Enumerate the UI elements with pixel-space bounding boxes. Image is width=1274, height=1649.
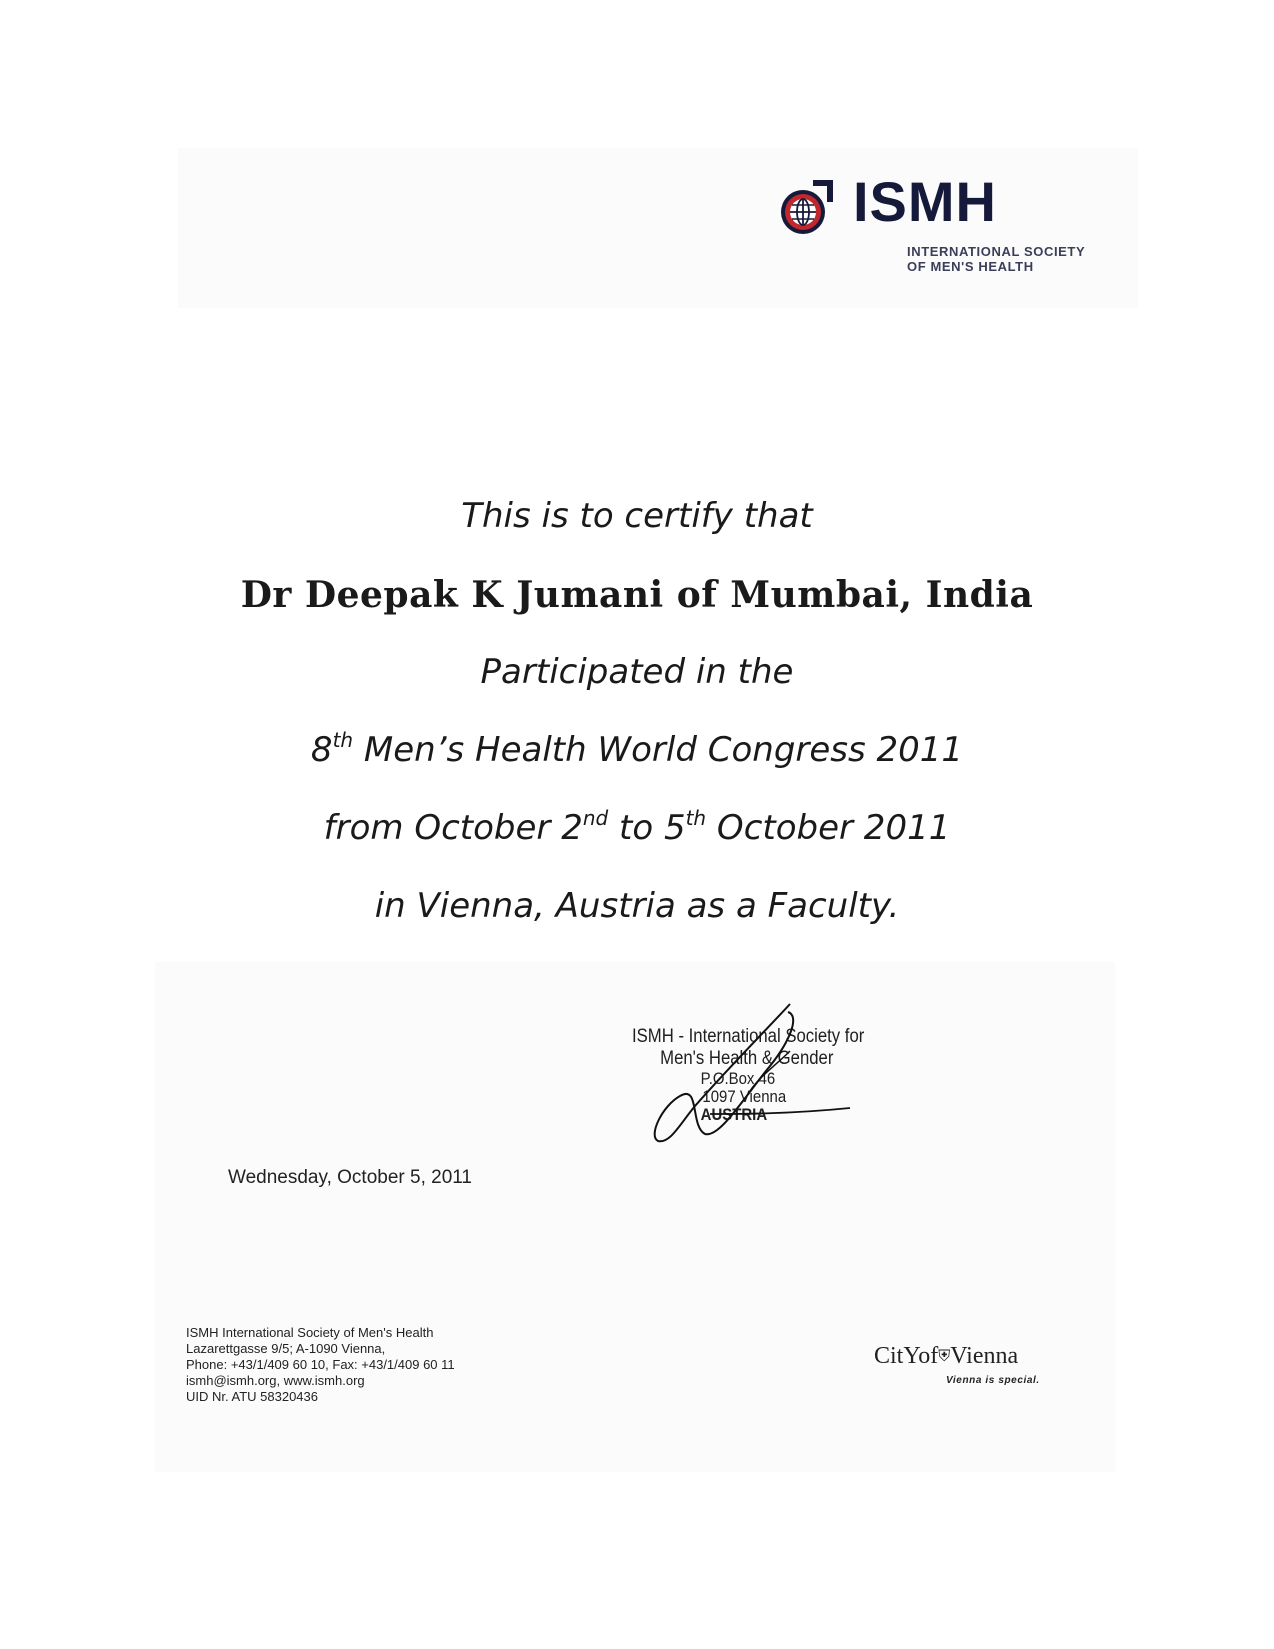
congress-line — [0, 730, 1274, 770]
certify-intro: This is to certify that — [461, 496, 813, 536]
address-line5: UID Nr. ATU 58320436 — [186, 1389, 318, 1404]
vienna-wordmark-right: Vienna — [950, 1343, 1019, 1369]
dates-sup-2: th — [685, 806, 707, 830]
dates-sup-1: nd — [582, 806, 609, 830]
logo-subtitle — [907, 244, 1085, 274]
footer-address — [186, 1325, 455, 1405]
congress-ordinal-suffix: th — [332, 728, 354, 752]
dates-prefix: from October 2 — [323, 808, 583, 848]
vienna-crest-icon: ⛨ — [938, 1348, 951, 1365]
address-line3: Phone: +43/1/409 60 10, Fax: +43/1/409 60 11 — [186, 1357, 455, 1372]
vienna-tagline: Vienna is special. — [946, 1375, 1040, 1386]
address-line1: ISMH International Society of Men's Health — [186, 1325, 434, 1340]
stamp-line2: Men's Health & Gender — [660, 1048, 834, 1069]
participated-line: Participated in the — [480, 652, 794, 692]
congress-ordinal: 8 — [310, 730, 333, 770]
ismh-logo — [777, 166, 1137, 286]
city-of-vienna-logo — [874, 1343, 1054, 1386]
dates-line — [0, 808, 1274, 848]
congress-name: Men’s Health World Congress 2011 — [363, 730, 964, 770]
address-line4: ismh@ismh.org, www.ismh.org — [186, 1373, 365, 1388]
logo-subtitle-line1: INTERNATIONAL SOCIETY — [907, 244, 1086, 259]
vienna-wordmark — [874, 1343, 1054, 1370]
vienna-wordmark-left: CitYof — [874, 1343, 939, 1369]
recipient-name: Dr Deepak K Jumani of Mumbai, India — [240, 574, 1034, 616]
address-line2: Lazarettgasse 9/5; A-1090 Vienna, — [186, 1341, 386, 1356]
location-line: in Vienna, Austria as a Faculty. — [374, 886, 900, 926]
logo-wordmark: ISMH — [853, 170, 997, 233]
dates-middle: to 5 — [608, 808, 686, 848]
stamp-line5: AUSTRIA — [700, 1105, 768, 1124]
signature-image — [650, 996, 860, 1146]
logo-subtitle-line2: OF MEN'S HEALTH — [907, 259, 1034, 274]
dates-suffix: October 2011 — [706, 808, 951, 848]
stamp-line1: ISMH - International Society for — [632, 1026, 865, 1047]
globe-icon — [777, 180, 833, 236]
certificate-date: Wednesday, October 5, 2011 — [228, 1167, 472, 1188]
stamp-line4: 1097 Vienna — [702, 1087, 787, 1106]
stamp-line3: P.O.Box 46 — [700, 1069, 776, 1088]
